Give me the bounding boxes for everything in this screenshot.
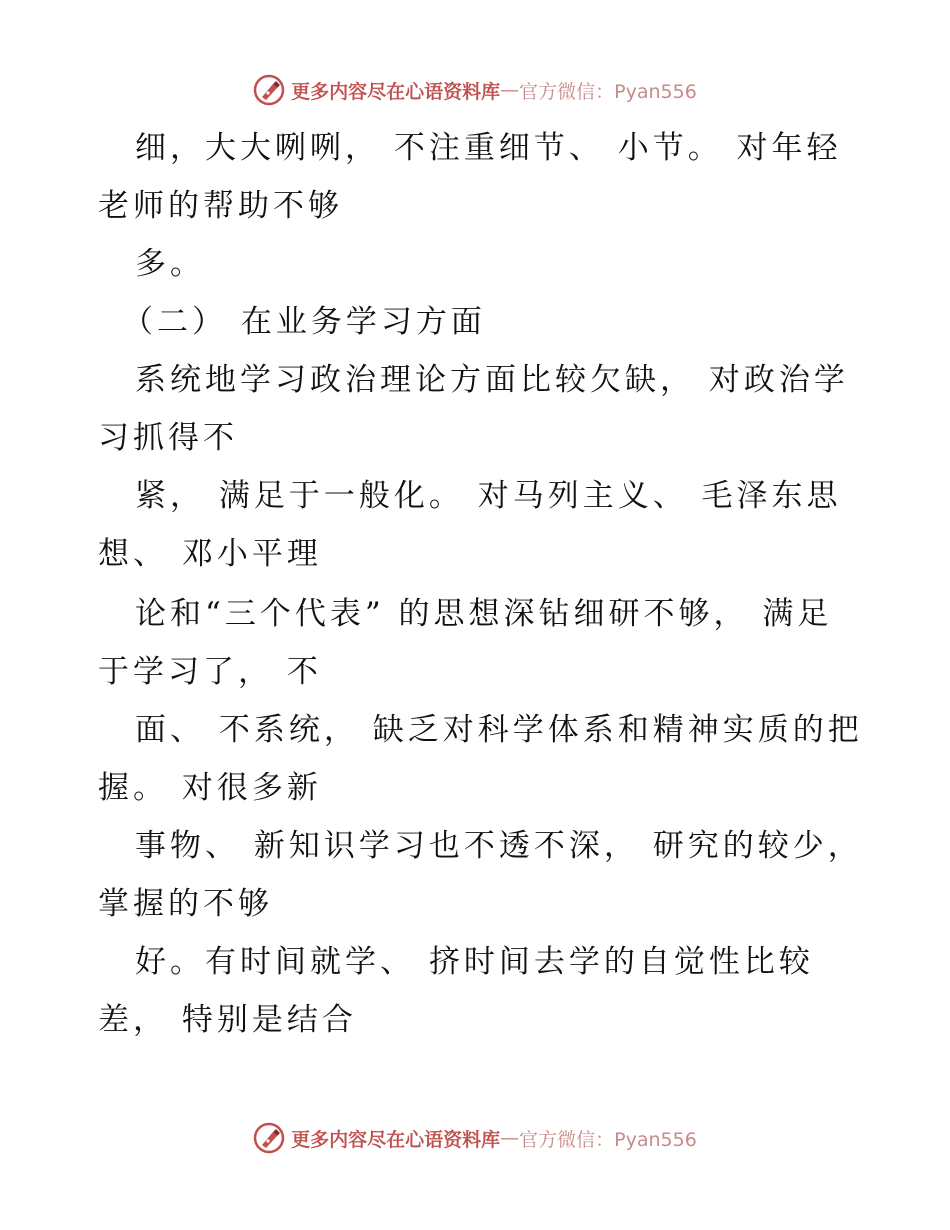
header-watermark — [0, 70, 950, 110]
watermark-wechat: 官方微信：Pyan556 — [519, 1128, 697, 1151]
text-line: 面、 不系统， 缺乏对科学体系和精神实质的把 — [135, 712, 863, 748]
watermark-separator: — — [500, 1127, 520, 1149]
text-line: 多。 — [135, 246, 205, 282]
text-line: 好。有时间就学、 挤时间去学的自觉性比较 — [135, 944, 814, 980]
text-line: 握。 对很多新 — [98, 770, 322, 806]
pen-nib-logo-icon — [253, 1122, 285, 1154]
text-line: 事物、 新知识学习也不透不深， 研究的较少， — [135, 828, 863, 864]
pen-nib-logo-icon — [253, 74, 285, 106]
watermark-separator: — — [500, 79, 520, 101]
footer-watermark — [0, 1118, 950, 1158]
text-line: 掌握的不够 — [98, 886, 273, 922]
text-line: 紧， 满足于一般化。 对马列主义、 毛泽东思 — [135, 478, 842, 514]
text-line: 系统地学习政治理论方面比较欠缺， 对政治学 — [135, 362, 849, 398]
text-line: （二） 在业务学习方面 — [122, 304, 486, 340]
watermark-title: 更多内容尽在心语资料库 — [291, 80, 501, 103]
text-line: 老师的帮助不够 — [98, 188, 343, 224]
text-line: 差， 特别是结合 — [98, 1002, 357, 1038]
watermark-wechat: 官方微信：Pyan556 — [519, 80, 697, 103]
text-line: 细，大大咧咧， 不注重细节、 小节。 对年轻 — [135, 130, 842, 166]
watermark-title: 更多内容尽在心语资料库 — [291, 1128, 501, 1151]
text-line: 习抓得不 — [98, 420, 238, 456]
text-line: 论和“三个代表” 的思想深钻细研不够， 满足 — [135, 596, 833, 632]
text-line: 想、 邓小平理 — [98, 536, 322, 572]
text-line: 于学习了， 不 — [98, 654, 322, 690]
